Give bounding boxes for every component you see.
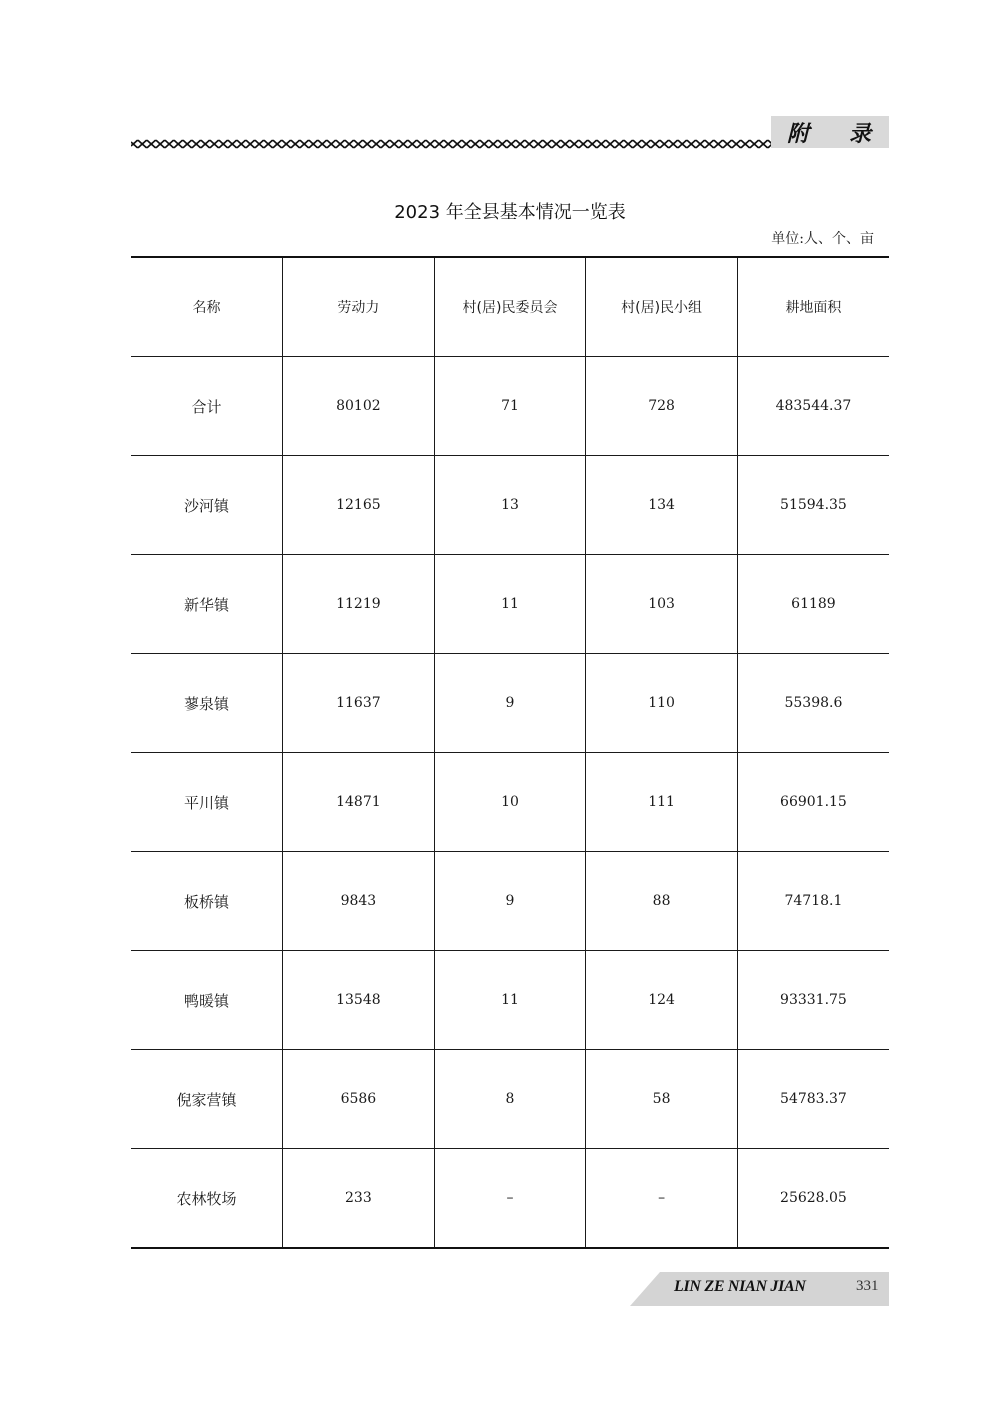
groups-cell: 134 [586,456,738,555]
farmland-cell: 74718.1 [737,852,889,951]
groups-cell: 124 [586,951,738,1050]
farmland-cell: 51594.35 [737,456,889,555]
row-name-cell: 沙河镇 [131,456,283,555]
farmland-cell: 66901.15 [737,753,889,852]
farmland-cell: 25628.05 [737,1149,889,1249]
table-row [131,951,889,1050]
groups-cell: 58 [586,1050,738,1149]
labor-cell: 233 [283,1149,435,1249]
labor-cell: 6586 [283,1050,435,1149]
section-tab-char-1: 附 [787,121,810,147]
table-row [131,555,889,654]
row-name-cell: 平川镇 [131,753,283,852]
groups-cell: 88 [586,852,738,951]
table-header-row [131,257,889,357]
labor-cell: 80102 [283,357,435,456]
row-name-cell: 农林牧场 [131,1149,283,1249]
farmland-cell: 55398.6 [737,654,889,753]
table-row [131,753,889,852]
committees-cell: 13 [434,456,586,555]
committees-cell: 8 [434,1050,586,1149]
groups-cell: 103 [586,555,738,654]
row-name-cell: 新华镇 [131,555,283,654]
labor-cell: 13548 [283,951,435,1050]
table-row [131,852,889,951]
page-number: 331 [856,1278,879,1294]
committees-cell: 9 [434,654,586,753]
row-name-cell: 合计 [131,357,283,456]
page-title: 2023 年全县基本情况一览表 [394,202,626,223]
labor-cell: 11219 [283,555,435,654]
labor-cell: 12165 [283,456,435,555]
farmland-cell: 93331.75 [737,951,889,1050]
committees-cell: 71 [434,357,586,456]
groups-cell: 110 [586,654,738,753]
unit-note: 单位:人、个、亩 [771,231,874,247]
committees-cell: – [434,1149,586,1249]
farmland-cell: 54783.37 [737,1050,889,1149]
table-row [131,456,889,555]
table-row [131,1149,889,1249]
row-name-cell: 鸭暖镇 [131,951,283,1050]
column-header-farmland: 耕地面积 [737,257,889,357]
labor-cell: 9843 [283,852,435,951]
committees-cell: 9 [434,852,586,951]
table-row [131,654,889,753]
journal-name: LIN ZE NIAN JIAN [674,1278,806,1295]
committees-cell: 10 [434,753,586,852]
groups-cell: – [586,1149,738,1249]
groups-cell: 728 [586,357,738,456]
header-wave-rule [131,138,773,150]
column-header-labor: 劳动力 [283,257,435,357]
appendix-section-tab [771,116,889,148]
row-name-cell: 蓼泉镇 [131,654,283,753]
row-name-cell: 板桥镇 [131,852,283,951]
labor-cell: 11637 [283,654,435,753]
committees-cell: 11 [434,555,586,654]
committees-cell: 11 [434,951,586,1050]
farmland-cell: 61189 [737,555,889,654]
county-stats-table [131,256,889,1249]
column-header-name: 名称 [131,257,283,357]
labor-cell: 14871 [283,753,435,852]
table-row [131,1050,889,1149]
column-header-committees: 村(居)民委员会 [434,257,586,357]
table-row [131,357,889,456]
groups-cell: 111 [586,753,738,852]
section-tab-char-2: 录 [848,121,871,147]
column-header-groups: 村(居)民小组 [586,257,738,357]
farmland-cell: 483544.37 [737,357,889,456]
row-name-cell: 倪家营镇 [131,1050,283,1149]
